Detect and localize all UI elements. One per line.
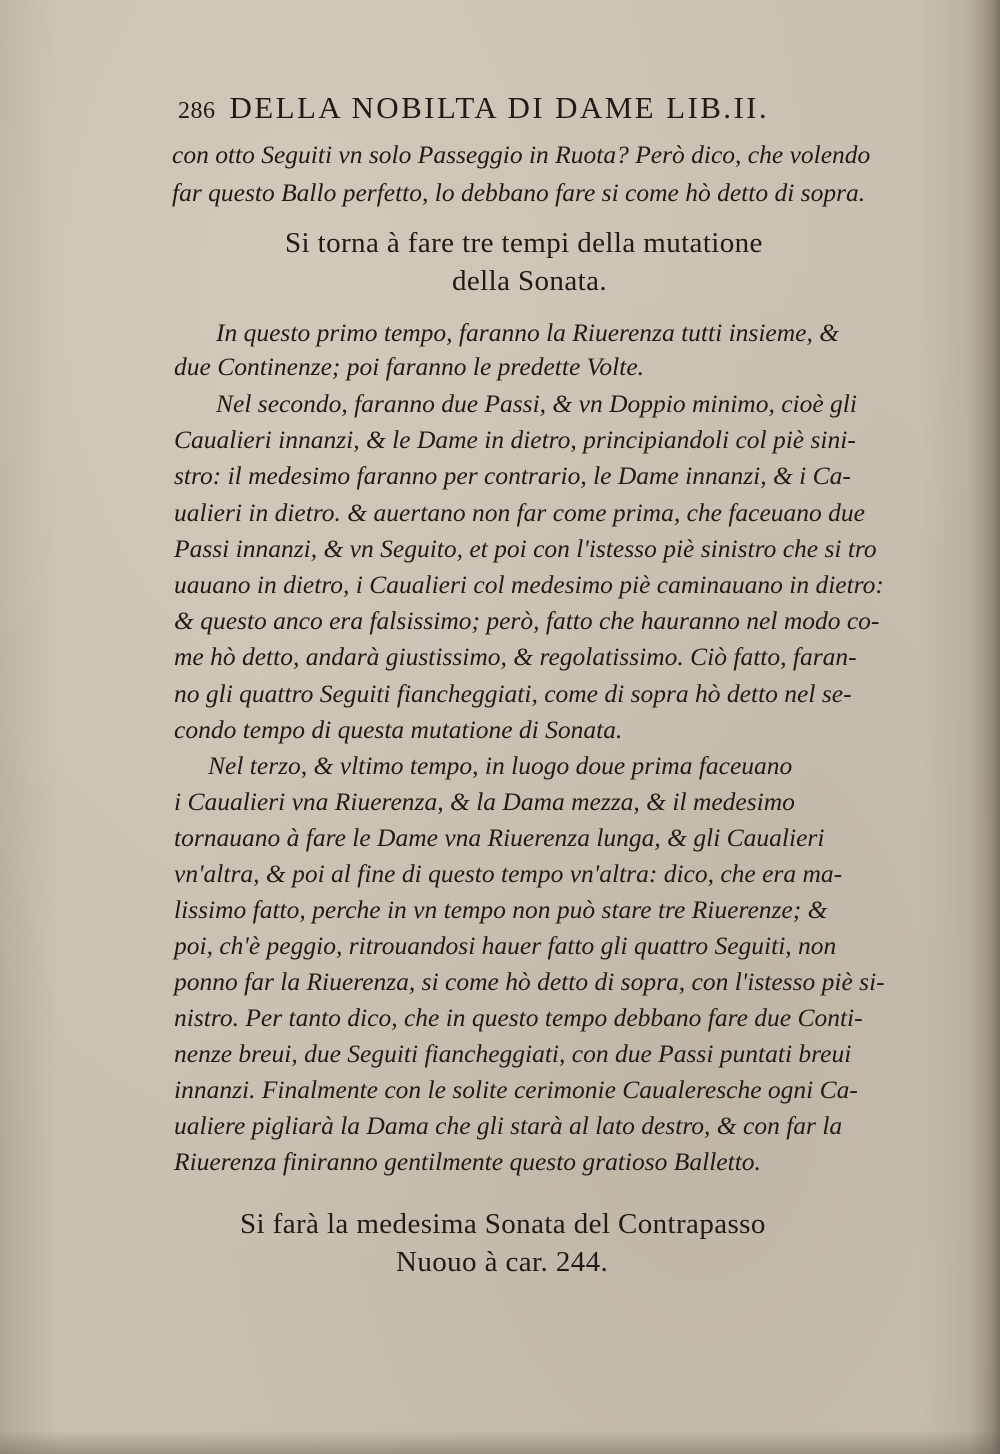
text-line: lissimo fatto, perche in vn tempo non può stare tre Riuerenze; & <box>174 895 828 924</box>
page-number: 286 <box>178 98 216 124</box>
running-title: DELLA NOBILTA DI DAME LIB.II. <box>229 90 770 125</box>
text-line: ualieri in dietro. & auertano non far come prima, che faceuano due <box>174 498 865 527</box>
text-line: In questo primo tempo, faranno la Riuerenza tutti insieme, & <box>216 318 840 347</box>
text-line: poi, ch'è peggio, ritrouandosi hauer fatto gli quattro Seguiti, non <box>174 931 837 960</box>
running-head <box>178 88 918 128</box>
text-line: Nel terzo, & vltimo tempo, in luogo doue prima faceuano <box>208 751 793 780</box>
text-line: Riuerenza finiranno gentilmente questo gratioso Balletto. <box>174 1147 761 1176</box>
text-line: stro: il medesimo faranno per contrario, le Dame innanzi, & i Ca- <box>174 461 851 490</box>
text-line: uauano in dietro, i Caualieri col medesimo piè caminauano in dietro: <box>174 570 884 599</box>
section-heading: della Sonata. <box>452 265 607 297</box>
text-line: con otto Seguiti vn solo Passeggio in Ruota? Però dico, che volendo <box>172 140 871 169</box>
text-line: far questo Ballo perfetto, lo debbano fare si come hò detto di sopra. <box>172 178 866 207</box>
text-line: nistro. Per tanto dico, che in questo tempo debbano fare due Conti- <box>174 1003 863 1032</box>
section-heading: Si torna à fare tre tempi della mutatione <box>285 227 763 259</box>
closing-note: Nuouo à car. 244. <box>396 1246 609 1278</box>
text-line: ualiere pigliarà la Dama che gli starà al lato destro, & con far la <box>174 1111 843 1140</box>
closing-note: Si farà la medesima Sonata del Contrapasso <box>240 1208 766 1240</box>
text-line: Passi innanzi, & vn Seguito, et poi con l'istesso piè sinistro che si tro <box>174 534 877 563</box>
text-line: ponno far la Riuerenza, si come hò detto di sopra, con l'istesso piè si- <box>174 967 885 996</box>
text-line: vn'altra, & poi al fine di questo tempo vn'altra: dico, che era ma- <box>174 859 843 888</box>
text-line: Nel secondo, faranno due Passi, & vn Doppio minimo, cioè gli <box>216 389 857 418</box>
text-line: due Continenze; poi faranno le predette Volte. <box>174 352 645 381</box>
text-line: tornauano à fare le Dame vna Riuerenza lunga, & gli Caualieri <box>174 823 825 852</box>
text-line: condo tempo di questa mutatione di Sonata. <box>174 715 623 744</box>
text-line: no gli quattro Seguiti fiancheggiati, come di sopra hò detto nel se- <box>174 679 852 708</box>
text-line: Caualieri innanzi, & le Dame in dietro, principiandoli col piè sini- <box>174 425 856 454</box>
text-line: me hò detto, andarà giustissimo, & regolatissimo. Ciò fatto, faran- <box>174 642 857 671</box>
text-line: nenze breui, due Seguiti fiancheggiati, con due Passi puntati breui <box>174 1039 852 1068</box>
text-line: innanzi. Finalmente con le solite cerimonie Caualeresche ogni Ca- <box>174 1075 858 1104</box>
text-line: i Caualieri vna Riuerenza, & la Dama mezza, & il medesimo <box>174 787 795 816</box>
text-line: & questo anco era falsissimo; però, fatto che hauranno nel modo co- <box>174 606 880 635</box>
